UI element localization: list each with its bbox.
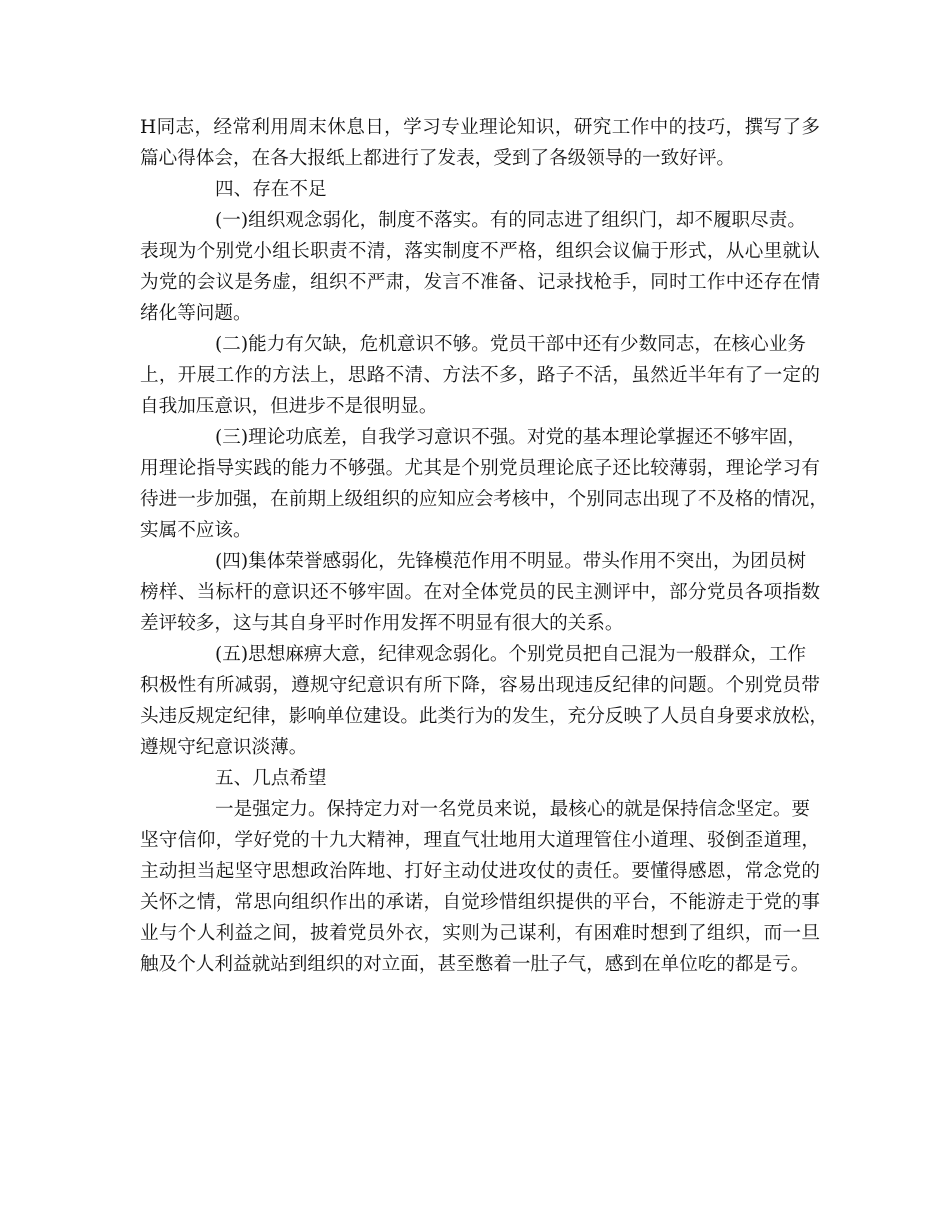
section-heading: 四、存在不足 (215, 179, 327, 200)
text-line: 头违反规定纪律，影响单位建设。此类行为的发生，充分反映了人员自身要求放松， (140, 706, 828, 727)
text-line: (四)集体荣誉感弱化，先锋模范作用不明显。带头作用不突出，为团员树 (215, 551, 806, 572)
text-line: 待进一步加强，在前期上级组织的应知应会考核中，个别同志出现了不及格的情况， (140, 489, 828, 510)
text-line: 上，开展工作的方法上，思路不清、方法不多，路子不活，虽然近半年有了一定的 (140, 365, 820, 386)
text-line: 自我加压意识，但进步不是很明显。 (140, 396, 438, 417)
document-body (140, 112, 828, 980)
text-line: 实属不应该。 (140, 520, 252, 541)
text-line: (五)思想麻痹大意，纪律观念弱化。个别党员把自己混为一般群众，工作 (215, 644, 806, 665)
text-line: (一)组织观念弱化，制度不落实。有的同志进了组织门，却不履职尽责。 (215, 210, 806, 231)
text-line: 表现为个别党小组长职责不清，落实制度不严格，组织会议偏于形式，从心里就认 (140, 241, 820, 262)
section-heading: 五、几点希望 (215, 768, 327, 789)
text-line: 篇心得体会，在各大报纸上都进行了发表，受到了各级领导的一致好评。 (140, 148, 736, 169)
text-line: (二)能力有欠缺，危机意识不够。党员干部中还有少数同志，在核心业务 (215, 334, 806, 355)
text-line: (三)理论功底差，自我学习意识不强。对党的基本理论掌握还不够牢固， (215, 427, 806, 448)
text-line: 绪化等问题。 (140, 303, 252, 324)
text-line: 主动担当起坚守思想政治阵地、打好主动仗进攻仗的责任。要懂得感恩，常念党的 (140, 861, 820, 882)
text-line: 差评较多，这与其自身平时作用发挥不明显有很大的关系。 (140, 613, 624, 634)
text-line: 积极性有所减弱，遵规守纪意识有所下降，容易出现违反纪律的问题。个别党员带 (140, 675, 820, 696)
text-line: 遵规守纪意识淡薄。 (140, 737, 308, 758)
text-line: 榜样、当标杆的意识还不够牢固。在对全体党员的民主测评中，部分党员各项指数 (140, 582, 820, 603)
text-line: 触及个人利益就站到组织的对立面，甚至憋着一肚子气，感到在单位吃的都是亏。 (140, 954, 810, 975)
text-line: 坚守信仰，学好党的十九大精神，理直气壮地用大道理管住小道理、驳倒歪道理， (140, 830, 820, 851)
text-line: H同志，经常利用周末休息日，学习专业理论知识，研究工作中的技巧，撰写了多 (140, 117, 820, 138)
text-line: 关怀之情，常思向组织作出的承诺，自觉珍惜组织提供的平台，不能游走于党的事 (140, 892, 820, 913)
text-line: 业与个人利益之间，披着党员外衣，实则为己谋利，有困难时想到了组织，而一旦 (140, 923, 820, 944)
text-line: 一是强定力。保持定力对一名党员来说，最核心的就是保持信念坚定。要 (215, 799, 811, 820)
text-line: 为党的会议是务虚，组织不严肃，发言不准备、记录找枪手，同时工作中还存在情 (140, 272, 820, 293)
text-line: 用理论指导实践的能力不够强。尤其是个别党员理论底子还比较薄弱，理论学习有 (140, 458, 820, 479)
